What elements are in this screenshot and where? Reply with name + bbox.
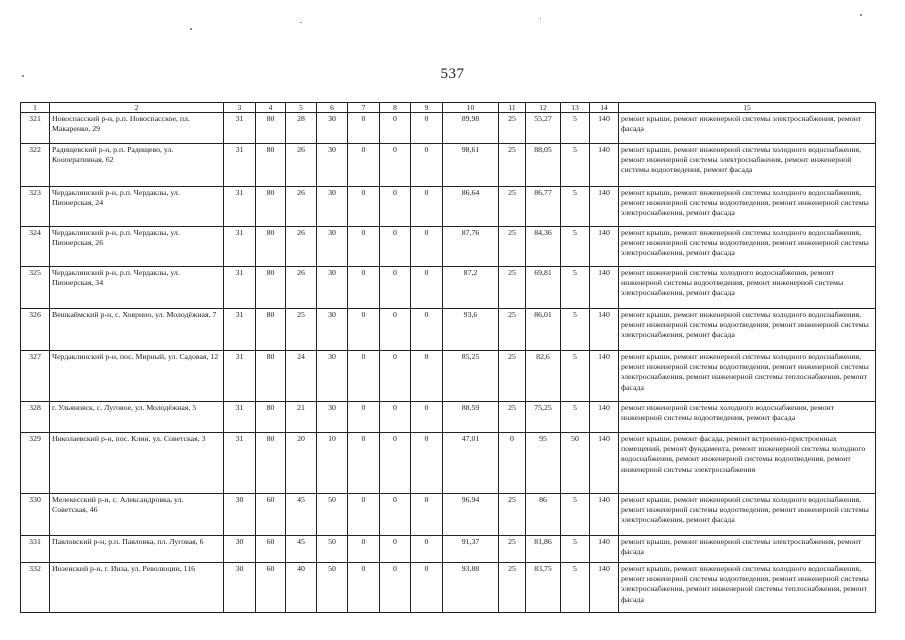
value-cell: 87,76: [443, 227, 499, 267]
value-cell: 84,36: [526, 227, 561, 267]
scan-speck: [860, 14, 862, 16]
value-cell: 25: [499, 144, 526, 187]
value-cell: 0: [411, 227, 443, 267]
value-cell: 80: [256, 267, 286, 309]
value-cell: 0: [348, 309, 380, 351]
value-cell: 47,01: [443, 433, 499, 494]
row-number-cell: 321: [21, 113, 50, 144]
header-cell-10: 10: [443, 103, 499, 113]
address-cell: Николаевский р-н, пос. Клин, ул. Советская, 3: [50, 433, 224, 494]
value-cell: 10: [317, 433, 348, 494]
value-cell: 0: [380, 402, 411, 433]
value-cell: 93,88: [443, 563, 499, 613]
value-cell: 5: [561, 402, 590, 433]
value-cell: 0: [380, 187, 411, 227]
value-cell: 0: [380, 267, 411, 309]
row-number-cell: 332: [21, 563, 50, 613]
value-cell: 21: [286, 402, 317, 433]
table-row: [21, 227, 876, 267]
value-cell: 140: [590, 187, 619, 227]
value-cell: 5: [561, 113, 590, 144]
value-cell: 0: [380, 494, 411, 536]
value-cell: 5: [561, 144, 590, 187]
value-cell: 30: [317, 309, 348, 351]
value-cell: 140: [590, 563, 619, 613]
value-cell: 26: [286, 187, 317, 227]
table-header-row: [21, 103, 876, 113]
table-body: [21, 113, 876, 613]
value-cell: 80: [256, 113, 286, 144]
value-cell: 31: [224, 309, 256, 351]
value-cell: 25: [499, 113, 526, 144]
scan-speck: [300, 22, 302, 23]
value-cell: 93,6: [443, 309, 499, 351]
works-cell: ремонт крыши, ремонт инженерной системы холодного водоснабжения, ремонт инженерной системы водоотведения, ремонт инженерной системы электроснабжения, ремонт фасада: [619, 227, 876, 267]
value-cell: 0: [499, 433, 526, 494]
value-cell: 0: [411, 351, 443, 402]
row-number-cell: 326: [21, 309, 50, 351]
value-cell: 60: [256, 536, 286, 563]
value-cell: 80: [256, 187, 286, 227]
row-number-cell: 328: [21, 402, 50, 433]
header-cell-3: 3: [224, 103, 256, 113]
value-cell: 80: [256, 309, 286, 351]
table-row: [21, 563, 876, 613]
value-cell: 31: [224, 144, 256, 187]
value-cell: 96,94: [443, 494, 499, 536]
header-cell-5: 5: [286, 103, 317, 113]
value-cell: 0: [380, 309, 411, 351]
value-cell: 50: [317, 494, 348, 536]
header-cell-1: 1: [21, 103, 50, 113]
address-cell: Инзенский р-н, г. Инза, ул. Революции, 116: [50, 563, 224, 613]
value-cell: 5: [561, 267, 590, 309]
value-cell: 0: [380, 563, 411, 613]
value-cell: 25: [499, 402, 526, 433]
value-cell: 140: [590, 494, 619, 536]
page-number: 537: [440, 66, 465, 82]
value-cell: 5: [561, 187, 590, 227]
value-cell: 30: [317, 144, 348, 187]
value-cell: 83,75: [526, 563, 561, 613]
value-cell: 30: [317, 187, 348, 227]
address-cell: Павловский р-н, р.п. Павловка, пл. Луговая, 6: [50, 536, 224, 563]
value-cell: 86: [526, 494, 561, 536]
value-cell: 55,27: [526, 113, 561, 144]
value-cell: 80: [256, 227, 286, 267]
value-cell: 30: [317, 402, 348, 433]
value-cell: 86,01: [526, 309, 561, 351]
table-row: [21, 267, 876, 309]
value-cell: 31: [224, 433, 256, 494]
value-cell: 0: [348, 144, 380, 187]
table-row: [21, 113, 876, 144]
value-cell: 0: [411, 309, 443, 351]
row-number-cell: 325: [21, 267, 50, 309]
value-cell: 0: [411, 402, 443, 433]
value-cell: 91,37: [443, 536, 499, 563]
value-cell: 0: [348, 536, 380, 563]
header-cell-2: 2: [50, 103, 224, 113]
value-cell: 0: [411, 187, 443, 227]
value-cell: 0: [348, 351, 380, 402]
address-cell: г. Ульяновск, с. Луговое, ул. Молодёжная, 5: [50, 402, 224, 433]
address-cell: Новоспасский р-н, р.п. Новоспасское, пл. Макаренко, 29: [50, 113, 224, 144]
value-cell: 30: [317, 351, 348, 402]
value-cell: 0: [348, 563, 380, 613]
value-cell: 95: [526, 433, 561, 494]
value-cell: 45: [286, 536, 317, 563]
header-cell-4: 4: [256, 103, 286, 113]
row-number-cell: 324: [21, 227, 50, 267]
value-cell: 25: [499, 267, 526, 309]
value-cell: 0: [411, 563, 443, 613]
value-cell: 25: [499, 227, 526, 267]
repair-registry-table: [20, 102, 876, 613]
value-cell: 98,61: [443, 144, 499, 187]
value-cell: 31: [224, 402, 256, 433]
value-cell: 25: [499, 187, 526, 227]
header-cell-7: 7: [348, 103, 380, 113]
value-cell: 0: [411, 536, 443, 563]
works-cell: ремонт крыши, ремонт инженерной системы холодного водоснабжения, ремонт инженерной системы водоотведения, ремонт инженерной системы электроснабжения, ремонт фасада: [619, 309, 876, 351]
works-cell: ремонт крыши, ремонт инженерной системы холодного водоснабжения, ремонт инженерной системы водоотведения, ремонт инженерной системы электроснабжения, ремонт инженерной системы теплоснабжения, ремонт фасада: [619, 563, 876, 613]
table-row: [21, 351, 876, 402]
header-cell-9: 9: [411, 103, 443, 113]
value-cell: 5: [561, 536, 590, 563]
value-cell: 0: [411, 113, 443, 144]
address-cell: Чердаклинский р-н, пос. Мирный, ул. Садовая, 12: [50, 351, 224, 402]
header-cell-11: 11: [499, 103, 526, 113]
header-cell-14: 14: [590, 103, 619, 113]
value-cell: 87,2: [443, 267, 499, 309]
header-cell-8: 8: [380, 103, 411, 113]
value-cell: 28: [286, 113, 317, 144]
value-cell: 75,25: [526, 402, 561, 433]
value-cell: 86,77: [526, 187, 561, 227]
value-cell: 0: [348, 402, 380, 433]
value-cell: 25: [499, 494, 526, 536]
value-cell: 26: [286, 267, 317, 309]
value-cell: 81,86: [526, 536, 561, 563]
value-cell: 31: [224, 227, 256, 267]
works-cell: ремонт крыши, ремонт инженерной системы холодного водоснабжения, ремонт инженерной системы водоотведения, ремонт инженерной системы электроснабжения, ремонт фасада: [619, 494, 876, 536]
row-number-cell: 322: [21, 144, 50, 187]
works-cell: ремонт инженерной системы холодного водоснабжения, ремонт инженерной системы водоотведения, ремонт фасада: [619, 402, 876, 433]
works-cell: ремонт крыши, ремонт инженерной системы холодного водоснабжения, ремонт инженерной системы электроснабжения, ремонт инженерной системы водоотведения, ремонт фасада: [619, 144, 876, 187]
row-number-cell: 327: [21, 351, 50, 402]
value-cell: 50: [317, 563, 348, 613]
value-cell: 140: [590, 351, 619, 402]
header-cell-15: 15: [619, 103, 876, 113]
value-cell: 140: [590, 309, 619, 351]
value-cell: 80: [256, 351, 286, 402]
value-cell: 85,25: [443, 351, 499, 402]
value-cell: 30: [224, 536, 256, 563]
value-cell: 0: [348, 113, 380, 144]
value-cell: 0: [348, 187, 380, 227]
value-cell: 0: [380, 351, 411, 402]
value-cell: 26: [286, 144, 317, 187]
row-number-cell: 329: [21, 433, 50, 494]
value-cell: 50: [561, 433, 590, 494]
table-row: [21, 402, 876, 433]
value-cell: 0: [411, 144, 443, 187]
row-number-cell: 330: [21, 494, 50, 536]
value-cell: 30: [224, 563, 256, 613]
value-cell: 25: [499, 536, 526, 563]
value-cell: 5: [561, 563, 590, 613]
value-cell: 88,59: [443, 402, 499, 433]
value-cell: 50: [317, 536, 348, 563]
table-row: [21, 536, 876, 563]
row-number-cell: 331: [21, 536, 50, 563]
scan-speck: [540, 18, 541, 19]
header-cell-13: 13: [561, 103, 590, 113]
value-cell: 0: [411, 267, 443, 309]
value-cell: 26: [286, 227, 317, 267]
value-cell: 0: [411, 433, 443, 494]
value-cell: 0: [411, 494, 443, 536]
value-cell: 0: [348, 267, 380, 309]
value-cell: 30: [317, 113, 348, 144]
value-cell: 0: [380, 433, 411, 494]
value-cell: 40: [286, 563, 317, 613]
works-cell: ремонт крыши, ремонт фасада, ремонт встроенно-пристроенных помещений, ремонт фундамента, ремонт инженерной системы холодного водоснабжения, ремонт инженерной системы водоотведения, ремонт инженерной системы электроснабжения: [619, 433, 876, 494]
value-cell: 0: [348, 227, 380, 267]
value-cell: 89,98: [443, 113, 499, 144]
value-cell: 45: [286, 494, 317, 536]
header-cell-6: 6: [317, 103, 348, 113]
address-cell: Мелекесский р-н, с. Александровка, ул. Советская, 46: [50, 494, 224, 536]
works-cell: ремонт инженерной системы холодного водоснабжения, ремонт инженерной системы водоотведения, ремонт инженерной системы электроснабжения, ремонт фасада: [619, 267, 876, 309]
value-cell: 88,05: [526, 144, 561, 187]
value-cell: 140: [590, 227, 619, 267]
table-row: [21, 494, 876, 536]
value-cell: 80: [256, 402, 286, 433]
value-cell: 5: [561, 351, 590, 402]
row-number-cell: 323: [21, 187, 50, 227]
value-cell: 86,64: [443, 187, 499, 227]
address-cell: Чердаклинский р-н, р.п. Чердаклы, ул. Пионерская, 24: [50, 187, 224, 227]
value-cell: 5: [561, 309, 590, 351]
value-cell: 69,81: [526, 267, 561, 309]
value-cell: 0: [380, 536, 411, 563]
value-cell: 25: [499, 351, 526, 402]
scan-speck: [190, 28, 192, 30]
value-cell: 140: [590, 433, 619, 494]
table-row: [21, 309, 876, 351]
header-cell-12: 12: [526, 103, 561, 113]
works-cell: ремонт крыши, ремонт инженерной системы холодного водоснабжения, ремонт инженерной системы водоотведения, ремонт инженерной системы электроснабжения, ремонт инженерной системы теплоснабжения, ремонт фасада: [619, 351, 876, 402]
value-cell: 25: [499, 309, 526, 351]
value-cell: 60: [256, 494, 286, 536]
value-cell: 30: [224, 494, 256, 536]
value-cell: 60: [256, 563, 286, 613]
address-cell: Чердаклинский р-н, р.п. Чердаклы, ул. Пионерская, 34: [50, 267, 224, 309]
value-cell: 31: [224, 351, 256, 402]
value-cell: 31: [224, 267, 256, 309]
address-cell: Вешкаймский р-н, с. Ховрино, ул. Молодёжная, 7: [50, 309, 224, 351]
value-cell: 31: [224, 113, 256, 144]
value-cell: 5: [561, 227, 590, 267]
value-cell: 31: [224, 187, 256, 227]
value-cell: 30: [317, 227, 348, 267]
value-cell: 80: [256, 144, 286, 187]
table-row: [21, 187, 876, 227]
value-cell: 0: [380, 227, 411, 267]
value-cell: 140: [590, 144, 619, 187]
value-cell: 5: [561, 494, 590, 536]
address-cell: Радищевский р-н, р.п. Радищево, ул. Кооперативная, 62: [50, 144, 224, 187]
value-cell: 0: [348, 433, 380, 494]
value-cell: 0: [348, 494, 380, 536]
scan-speck: [22, 75, 24, 77]
value-cell: 82,6: [526, 351, 561, 402]
value-cell: 25: [286, 309, 317, 351]
value-cell: 25: [499, 563, 526, 613]
value-cell: 0: [380, 144, 411, 187]
value-cell: 30: [317, 267, 348, 309]
address-cell: Чердаклинский р-н, р.п. Чердаклы, ул. Пионерская, 26: [50, 227, 224, 267]
value-cell: 20: [286, 433, 317, 494]
value-cell: 80: [256, 433, 286, 494]
registry-sheet: [20, 102, 875, 613]
value-cell: 140: [590, 267, 619, 309]
works-cell: ремонт крыши, ремонт инженерной системы электроснабжения, ремонт фасада: [619, 536, 876, 563]
value-cell: 140: [590, 536, 619, 563]
table-row: [21, 433, 876, 494]
value-cell: 0: [380, 113, 411, 144]
table-row: [21, 144, 876, 187]
works-cell: ремонт крыши, ремонт инженерной системы электроснабжения, ремонт фасада: [619, 113, 876, 144]
value-cell: 140: [590, 113, 619, 144]
value-cell: 140: [590, 402, 619, 433]
value-cell: 24: [286, 351, 317, 402]
works-cell: ремонт крыши, ремонт инженерной системы холодного водоснабжения, ремонт инженерной системы водоотведения, ремонт инженерной системы электроснабжения, ремонт фасада: [619, 187, 876, 227]
